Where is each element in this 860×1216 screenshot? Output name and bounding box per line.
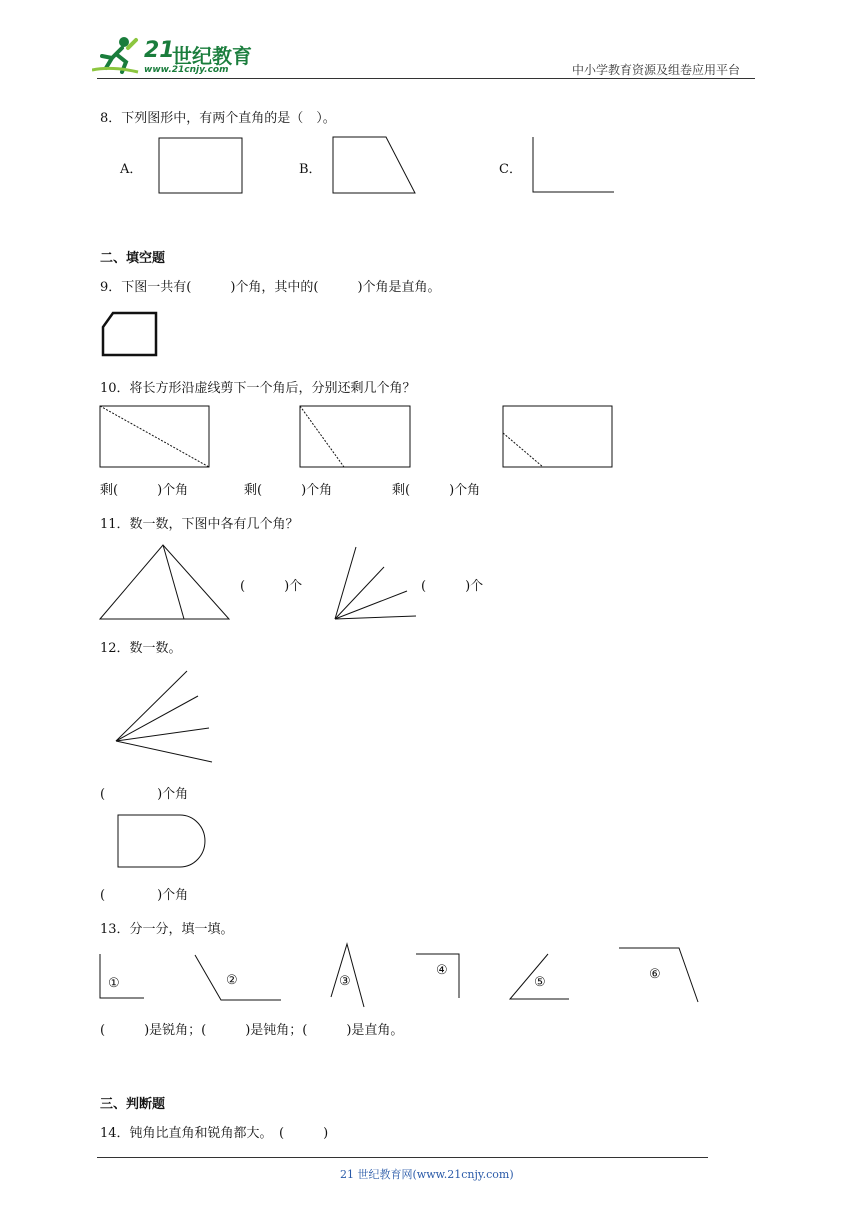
- q8-figure-a-rectangle: [159, 138, 242, 193]
- angle-label-1: ①: [108, 976, 120, 991]
- logo-url: www.21cnjy.com: [144, 65, 229, 75]
- q11-ray-4: [335, 616, 416, 619]
- platform-name: 中小学教育资源及组卷应用平台: [572, 63, 741, 77]
- q9-figure-pentagon: [103, 313, 156, 355]
- logo: [92, 34, 262, 80]
- logo-number: 21: [144, 38, 175, 63]
- q10-cut-line-1: [100, 406, 209, 467]
- q12-d-shape: [118, 815, 205, 867]
- q11-ray-3: [335, 591, 407, 619]
- question-9: 9．下图一共有( )个角，其中的( )个角是直角。: [100, 280, 441, 295]
- angle-label-4: ④: [436, 963, 448, 978]
- footer-rule: [97, 1157, 708, 1158]
- q11-ray-2: [335, 567, 384, 619]
- q8-figure-b-trapezoid: [333, 137, 415, 193]
- q10-rectangle-1: [100, 406, 209, 467]
- question-14: 14．钝角比直角和锐角都大。 ( ): [100, 1126, 329, 1141]
- q13-answer: ( )是锐角；( )是钝角；( )是直角。: [100, 1023, 404, 1038]
- question-12: 12．数一数。: [100, 641, 182, 656]
- footer-text: 21 世纪教育网(www.21cnjy.com): [340, 1168, 514, 1181]
- q11-answer-1: ( )个: [240, 579, 303, 594]
- question-13: 13．分一分，填一填。: [100, 922, 234, 937]
- q12-ray-2: [116, 696, 198, 741]
- angle-label-5: ⑤: [534, 975, 546, 990]
- section-3-title: 三、判断题: [100, 1097, 166, 1112]
- q11-triangle: [100, 545, 229, 619]
- q10-answer-1: 剩( )个角: [100, 483, 189, 498]
- option-a-label: A．: [120, 162, 143, 177]
- angle-label-6: ⑥: [649, 967, 661, 982]
- q10-rectangle-2: [300, 406, 410, 467]
- q11-answer-2: ( )个: [421, 579, 484, 594]
- q8-figure-c-right-angle: [533, 137, 614, 192]
- logo-text: 世纪教育: [172, 44, 252, 68]
- q12-answer-2: ( )个角: [100, 888, 189, 903]
- q12-answer-1: ( )个角: [100, 787, 189, 802]
- q11-triangle-inner-line: [163, 545, 184, 619]
- q10-cut-line-2: [300, 406, 344, 467]
- header-rule: [97, 78, 755, 79]
- q12-ray-3: [116, 728, 209, 741]
- q10-rectangle-3: [503, 406, 612, 467]
- q13-angle-1-right: [100, 954, 144, 998]
- question-11: 11．数一数，下图中各有几个角？: [100, 517, 299, 532]
- q13-angle-2-obtuse: [195, 955, 281, 1000]
- q11-ray-1: [335, 547, 356, 619]
- question-10: 10．将长方形沿虚线剪下一个角后，分别还剩几个角？: [100, 381, 416, 396]
- q10-cut-line-3: [503, 433, 543, 467]
- q10-answer-2: 剩( )个角: [244, 483, 333, 498]
- q12-ray-1: [116, 671, 187, 741]
- option-b-label: B．: [299, 162, 322, 177]
- section-2-title: 二、填空题: [100, 251, 166, 266]
- q10-answer-3: 剩( )个角: [392, 483, 481, 498]
- runner-icon: [92, 34, 142, 76]
- angle-label-3: ③: [339, 974, 351, 989]
- angle-label-2: ②: [226, 973, 238, 988]
- q12-ray-4: [116, 741, 212, 762]
- option-c-label: C．: [499, 162, 522, 177]
- question-8: 8．下列图形中，有两个直角的是（ ）。: [100, 111, 336, 126]
